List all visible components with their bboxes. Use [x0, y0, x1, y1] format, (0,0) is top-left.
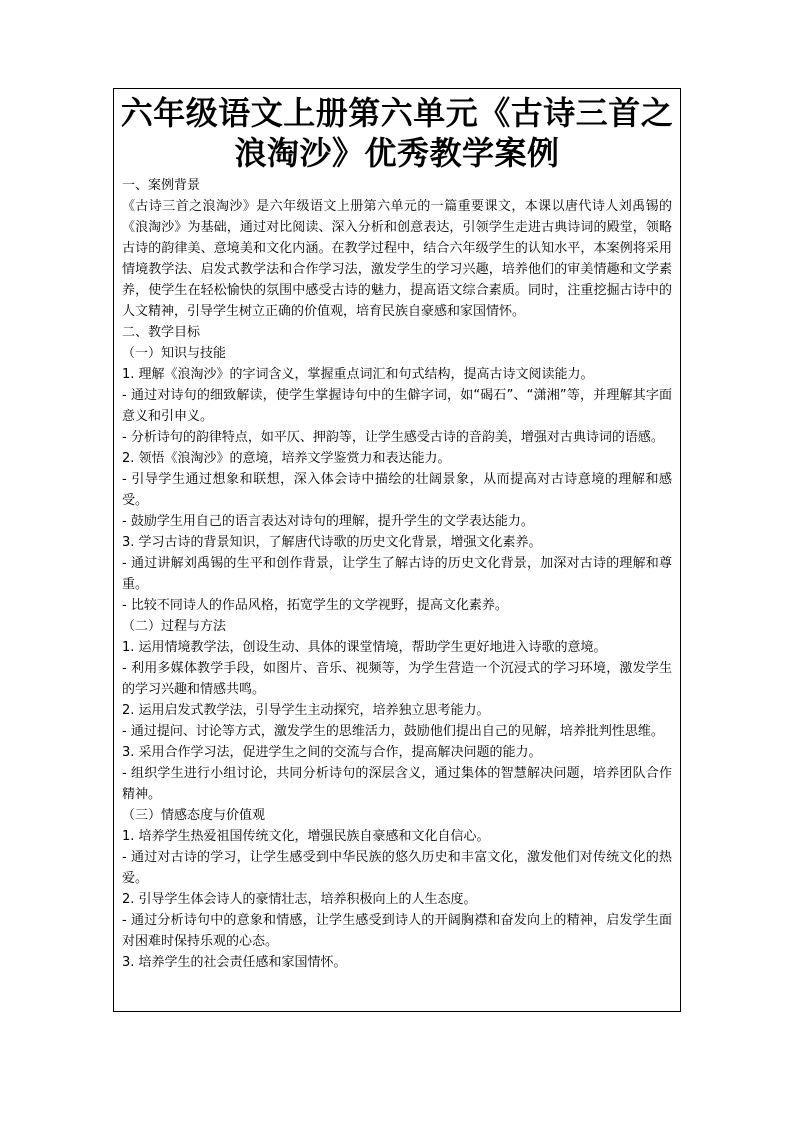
document-table-frame	[113, 88, 681, 1012]
list-item: 3. 学习古诗的背景知识，了解唐代诗歌的历史文化背景，增强文化素养。	[122, 535, 542, 550]
list-item: 2. 运用启发式教学法，引导学生主动探究，培养独立思考能力。	[122, 703, 490, 718]
list-item: 1. 理解《浪淘沙》的字词含义，掌握重点词汇和句式结构，提高古诗文阅读能力。	[122, 367, 594, 382]
section-heading-background: 一、案例背景	[122, 178, 201, 193]
document-title: 六年级语文上册第六单元《古诗三首之浪淘沙》优秀教学案例	[120, 94, 674, 172]
list-item: - 组织学生进行小组讨论，共同分析诗句的深层含义，通过集体的智慧解决问题，培养团队合作精神。	[122, 766, 672, 802]
subheading-knowledge-skills: （一）知识与技能	[122, 346, 227, 361]
subheading-process-methods: （二）过程与方法	[122, 619, 227, 634]
list-item: - 利用多媒体教学手段，如图片、音乐、视频等，为学生营造一个沉浸式的学习环境，激发学生的学习兴趣和情感共鸣。	[122, 661, 672, 697]
list-item: 1. 培养学生热爱祖国传统文化，增强民族自豪感和文化自信心。	[122, 829, 490, 844]
list-item: 2. 引导学生体会诗人的豪情壮志，培养积极向上的人生态度。	[122, 892, 477, 907]
list-item: - 分析诗句的韵律特点，如平仄、押韵等，让学生感受古诗的音韵美，增强对古典诗词的语感。	[122, 430, 664, 445]
list-item: 3. 采用合作学习法，促进学生之间的交流与合作，提高解决问题的能力。	[122, 745, 542, 760]
list-item: - 通过对古诗的学习，让学生感受到中华民族的悠久历史和丰富文化，激发他们对传统文化的热爱。	[122, 850, 672, 886]
paragraph-background: 《古诗三首之浪淘沙》是六年级语文上册第六单元的一篇重要课文，本课以唐代诗人刘禹锡的《浪淘沙》为基础，通过对比阅读、深入分析和创意表达，引领学生走进古典诗词的殿堂，领略古诗的韵律美、意境美和文化内涵。在教学过程中，结合六年级学生的认知水平，本案例将采用情境教学法、启发式教学法和合作学习法，激发学生的学习兴趣，培养他们的审美情趣和文学素养，使学生在轻松愉快的氛围中感受古诗的魅力，提高语文综合素质。同时，注重挖掘古诗中的人文精神，引导学生树立正确的价值观，培育民族自豪感和家国情怀。	[122, 199, 672, 319]
document-body	[114, 173, 680, 973]
list-item: - 鼓励学生用自己的语言表达对诗句的理解，提升学生的文学表达能力。	[122, 514, 534, 529]
subheading-emotions-values: （三）情感态度与价值观	[122, 808, 266, 823]
list-item: - 通过对诗句的细致解读，使学生掌握诗句中的生僻字词，如“碣石”、“潇湘”等，并理解其字面意义和引申义。	[122, 388, 672, 424]
list-item: 3. 培养学生的社会责任感和家国情怀。	[122, 955, 347, 970]
list-item: 2. 领悟《浪淘沙》的意境，培养文学鉴赏力和表达能力。	[122, 451, 451, 466]
list-item: - 通过分析诗句中的意象和情感，让学生感受到诗人的开阔胸襟和奋发向上的精神，启发学生面对困难时保持乐观的心态。	[122, 913, 672, 949]
list-item: - 通过提问、讨论等方式，激发学生的思维活力，鼓励他们提出自己的见解，培养批判性思维。	[122, 724, 664, 739]
list-item: - 通过讲解刘禹锡的生平和创作背景，让学生了解古诗的历史文化背景，加深对古诗的理解和尊重。	[122, 556, 672, 592]
list-item: - 引导学生通过想象和联想，深入体会诗中描绘的壮阔景象，从而提高对古诗意境的理解和感受。	[122, 472, 672, 508]
list-item: 1. 运用情境教学法，创设生动、具体的课堂情境，帮助学生更好地进入诗歌的意境。	[122, 640, 607, 655]
list-item: - 比较不同诗人的作品风格，拓宽学生的文学视野，提高文化素养。	[122, 598, 508, 613]
section-heading-objectives: 二、教学目标	[122, 325, 201, 340]
